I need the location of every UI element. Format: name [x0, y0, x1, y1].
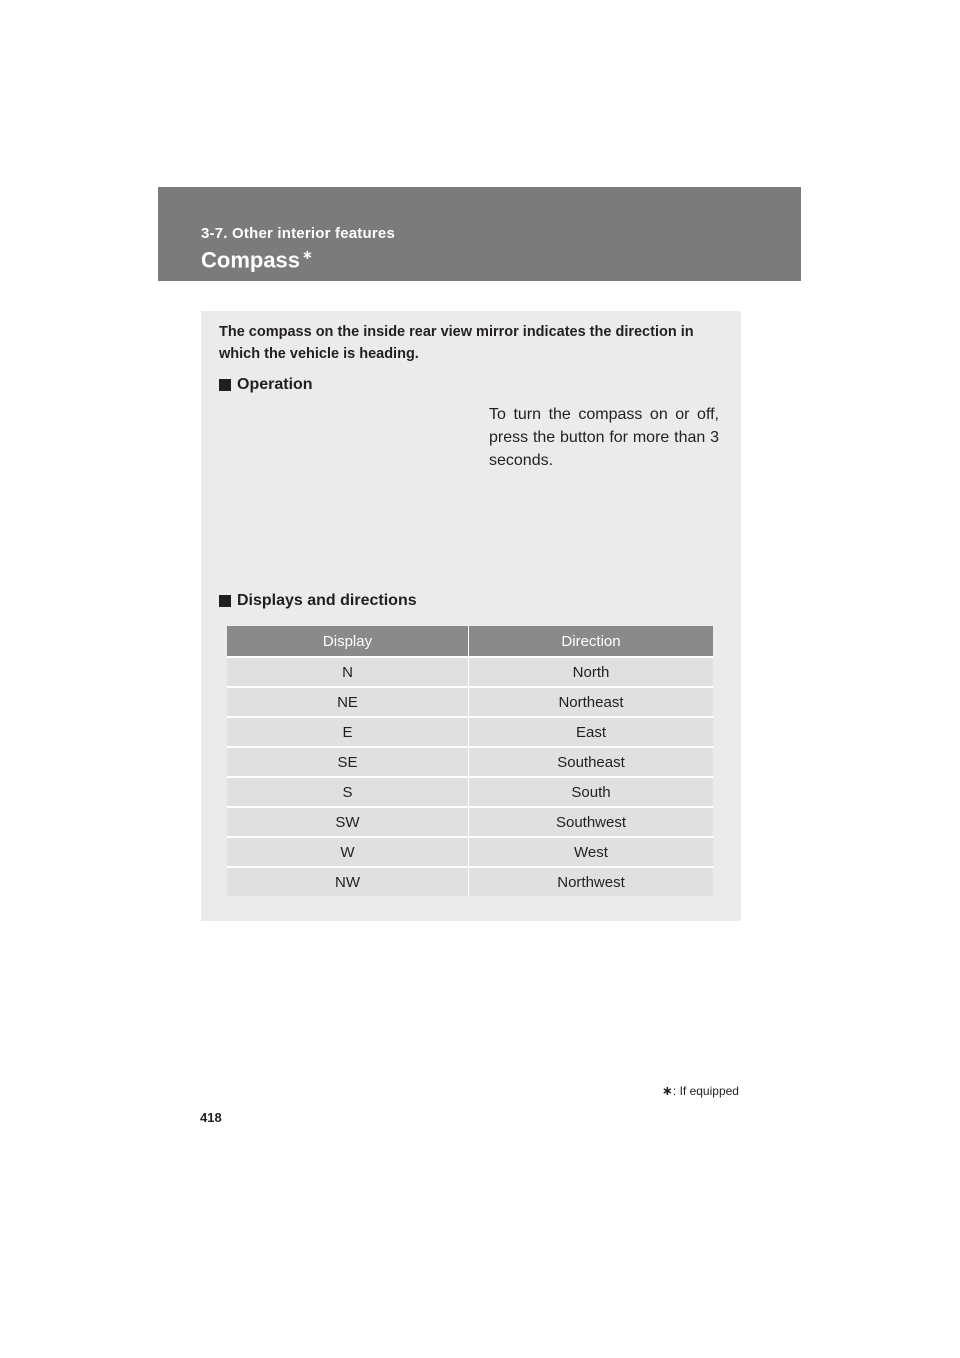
displays-heading [219, 592, 417, 610]
table-cell-direction: Southeast [469, 746, 713, 776]
table-row [227, 746, 713, 776]
table-cell-display: S [227, 776, 469, 806]
table-header-row [227, 626, 713, 656]
page-number: 418 [200, 1110, 222, 1125]
table-cell-display: E [227, 716, 469, 746]
table-row [227, 836, 713, 866]
footnote [662, 1083, 739, 1099]
footnote-text: : If equipped [672, 1084, 739, 1098]
table-header-display: Display [227, 626, 469, 656]
operation-text: To turn the compass on or off, press the button for more than 3 seconds. [489, 406, 719, 469]
table-row [227, 776, 713, 806]
table-row [227, 716, 713, 746]
content-box [201, 311, 741, 921]
table-cell-direction: West [469, 836, 713, 866]
table-row [227, 806, 713, 836]
table-cell-direction: Northwest [469, 866, 713, 896]
page-title [201, 247, 313, 273]
table-row [227, 866, 713, 896]
section-label: 3-7. Other interior features [201, 225, 395, 242]
table-cell-direction: East [469, 716, 713, 746]
table-cell-display: SW [227, 806, 469, 836]
page-title-text: Compass [201, 247, 301, 273]
table-cell-direction: South [469, 776, 713, 806]
square-bullet-icon [219, 379, 231, 391]
intro-text: The compass on the inside rear view mirror indicates the direction in which the vehicle is heading. [219, 324, 694, 362]
table-cell-display: W [227, 836, 469, 866]
asterisk-icon: ∗ [662, 1083, 673, 1098]
table-row [227, 686, 713, 716]
table-cell-direction: Southwest [469, 806, 713, 836]
operation-heading [219, 376, 313, 394]
table-cell-display: SE [227, 746, 469, 776]
table-row [227, 656, 713, 686]
displays-heading-text: Displays and directions [237, 592, 417, 609]
square-bullet-icon [219, 595, 231, 607]
operation-heading-text: Operation [237, 376, 313, 393]
table-cell-display: N [227, 656, 469, 686]
directions-table [227, 626, 713, 896]
table-cell-display: NW [227, 866, 469, 896]
table-header-direction: Direction [469, 626, 713, 656]
table-cell-direction: Northeast [469, 686, 713, 716]
asterisk-icon: ∗ [302, 247, 313, 262]
header-band [158, 187, 801, 281]
table-cell-direction: North [469, 656, 713, 686]
table-cell-display: NE [227, 686, 469, 716]
